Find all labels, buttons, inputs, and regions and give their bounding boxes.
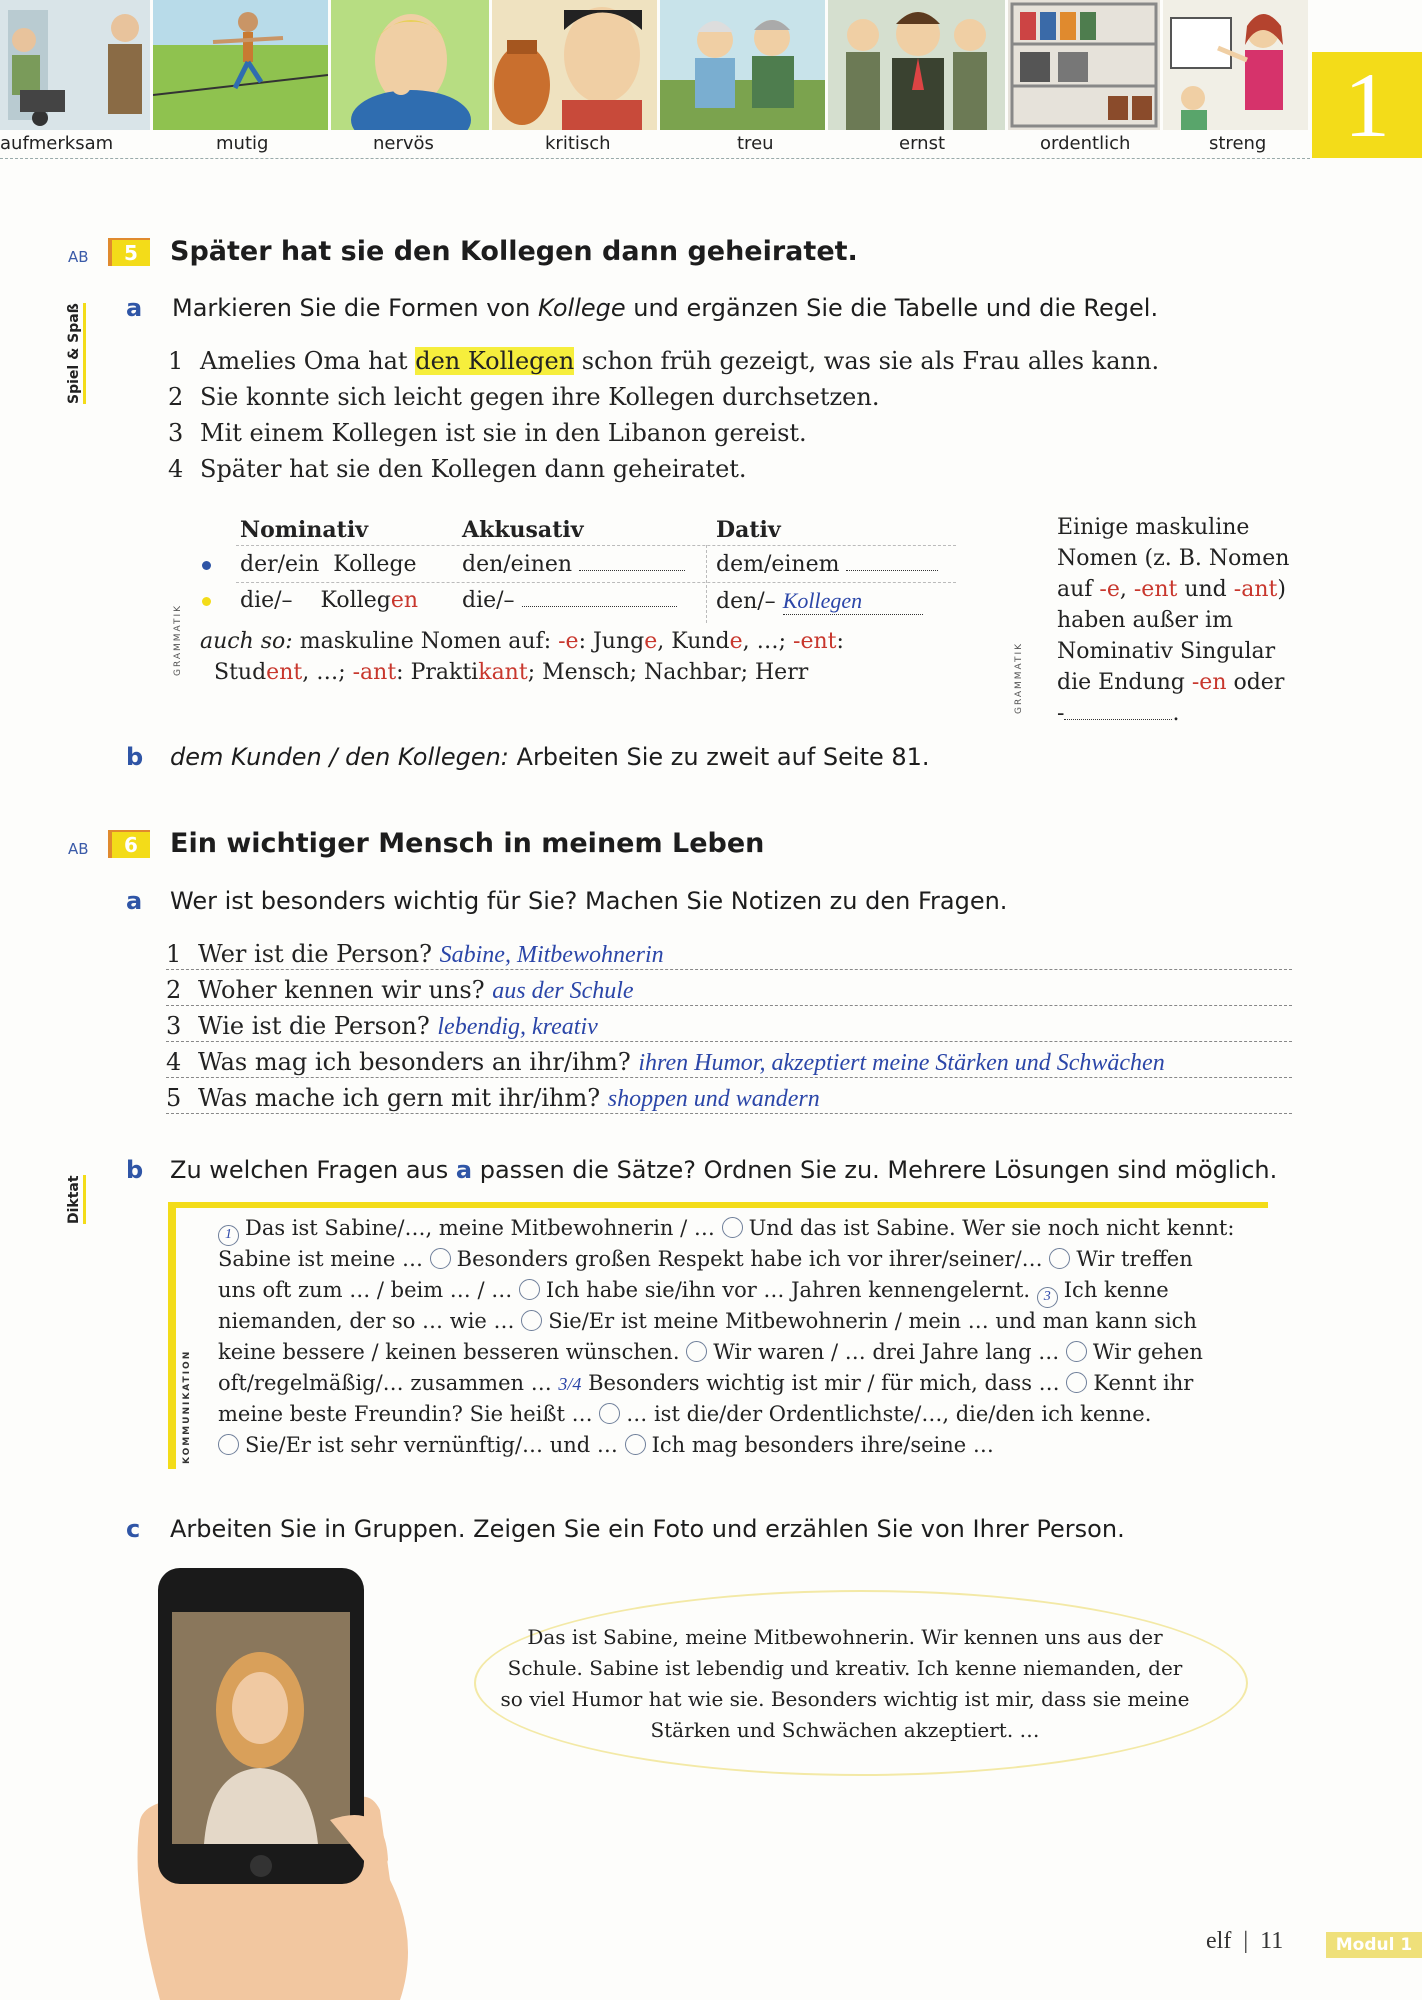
- chapter-number-tab: 1: [1312, 52, 1422, 158]
- page-word: elf: [1206, 1928, 1232, 1954]
- communication-line: [218, 1371, 1193, 1395]
- illustration-ordentlich: [1008, 0, 1160, 130]
- communication-line: [218, 1340, 1203, 1364]
- phrase-text: Ich kenne: [1063, 1278, 1169, 1302]
- note-row: 1 Wer ist die Person? Sabine, Mitbewohnerin: [166, 940, 1292, 970]
- subtask-letter: a: [126, 887, 143, 915]
- adjective-label: aufmerksam: [0, 133, 114, 154]
- strip-divider: [0, 158, 1310, 159]
- table-cell-akkusativ: den/einen: [462, 552, 685, 577]
- illustration-streng: [1163, 0, 1308, 130]
- grammar-rule: Einige maskuline Nomen (z. B. Nomen auf -e, -ent und -ant) haben außer im Nominativ Singular die Endung -en oder - .: [1057, 515, 1290, 726]
- page-number: 11: [1260, 1928, 1284, 1954]
- answer-circle[interactable]: [722, 1217, 743, 1238]
- exercise-title: Ein wichtiger Mensch in meinem Leben: [170, 828, 765, 859]
- side-tag-spiel-spass: Spiel & Spaß: [66, 303, 86, 404]
- illustration-mutig: [153, 0, 328, 130]
- adjective-label: nervös: [373, 133, 434, 154]
- note-row: 4 Was mag ich besonders an ihr/ihm? ihren Humor, akzeptiert meine Stärken und Schwächen: [166, 1048, 1292, 1078]
- illustration-aufmerksam: [0, 0, 150, 130]
- phrase-text: Sabine ist meine …: [218, 1247, 430, 1271]
- adjective-label: mutig: [216, 133, 269, 154]
- adjective-label: ernst: [899, 133, 946, 154]
- communication-line: [218, 1433, 994, 1457]
- modul-tag: Modul 1: [1326, 1932, 1422, 1958]
- phrase-text: uns oft zum … / beim … / …: [218, 1278, 519, 1302]
- sentence-line: 4 Später hat sie den Kollegen dann geheiratet.: [168, 455, 747, 483]
- handwritten-answer[interactable]: Sabine, Mitbewohnerin: [439, 942, 664, 968]
- illustration-strip: [0, 0, 1310, 162]
- communication-line: [218, 1247, 1193, 1271]
- highlighted-form: den Kollegen: [415, 347, 575, 375]
- adjective-label: streng: [1209, 133, 1267, 154]
- subtask-letter: b: [126, 743, 144, 771]
- answer-circle[interactable]: [1066, 1372, 1087, 1393]
- answer-circle[interactable]: [599, 1403, 620, 1424]
- adjective-label: kritisch: [545, 133, 611, 154]
- subtask-instruction: Wer ist besonders wichtig für Sie? Machen Sie Notizen zu den Fragen.: [170, 887, 1008, 915]
- communication-box: [168, 1202, 1268, 1469]
- table-cell-nominativ: die/– Kollegen: [240, 588, 419, 613]
- sentence-line: 1 Amelies Oma hat den Kollegen schon früh gezeigt, was sie als Frau alles kann.: [168, 347, 1160, 375]
- phrase-text: … ist die/der Ordentlichste/…, die/den ich kenne.: [626, 1402, 1152, 1426]
- answer-circle[interactable]: [218, 1434, 239, 1455]
- table-cell-dativ: den/– Kollegen: [716, 588, 923, 615]
- fill-blank[interactable]: [522, 606, 677, 607]
- phone-in-hand-illustration: [120, 1560, 420, 2000]
- illustration-ernst: [828, 0, 1005, 130]
- table-cell-dativ: dem/einem: [716, 552, 938, 577]
- speech-bubble-text: Das ist Sabine, meine Mitbewohnerin. Wir kennen uns aus der Schule. Sabine ist lebendig und kreativ. Ich kenne niemanden, der so viel Humor hat wie sie. Besonders wichtig ist mir, dass sie meine Stärken und Schwächen akzeptiert. …: [500, 1625, 1190, 1742]
- phrase-text: Wir gehen: [1092, 1340, 1203, 1364]
- note-row: 2 Woher kennen wir uns? aus der Schule: [166, 976, 1292, 1006]
- subtask-letter: a: [126, 294, 143, 322]
- side-tag-diktat: Diktat: [66, 1175, 86, 1224]
- answer-circle[interactable]: 3: [1037, 1287, 1058, 1308]
- fill-blank[interactable]: [579, 570, 685, 571]
- ab-reference: AB: [68, 840, 89, 858]
- phrase-text: Das ist Sabine/…, meine Mitbewohnerin / …: [245, 1216, 722, 1240]
- exercise-number: 5: [108, 238, 150, 266]
- table-divider: [236, 582, 956, 583]
- answer-circle[interactable]: [430, 1248, 451, 1269]
- answer-circle[interactable]: [1049, 1248, 1070, 1269]
- exercise-number: 6: [108, 830, 150, 858]
- communication-label: KOMMUNIKATION: [182, 1349, 192, 1464]
- phrase-text: Sie/Er ist meine Mitbewohnerin / mein … und man kann sich: [548, 1309, 1197, 1333]
- subtask-letter: c: [126, 1515, 141, 1543]
- communication-line: [218, 1402, 1151, 1426]
- note-row: 5 Was mache ich gern mit ihr/ihm? shoppen und wandern: [166, 1084, 1292, 1114]
- communication-line: [218, 1216, 1234, 1246]
- illustration-kritisch: [492, 0, 657, 130]
- phrase-text: niemanden, der so … wie …: [218, 1309, 522, 1333]
- answer-circle[interactable]: [1066, 1341, 1087, 1362]
- phrase-text: oft/regelmäßig/… zusammen …: [218, 1371, 559, 1395]
- note-row: 3 Wie ist die Person? lebendig, kreativ: [166, 1012, 1292, 1042]
- communication-line: [218, 1278, 1169, 1308]
- exercise-title: Später hat sie den Kollegen dann geheiratet.: [170, 236, 858, 267]
- grammar-label: GRAMMATIK: [1014, 641, 1024, 714]
- handwritten-answer[interactable]: ihren Humor, akzeptiert meine Stärken und Schwächen: [638, 1050, 1165, 1076]
- grammar-label: GRAMMATIK: [173, 603, 183, 676]
- phrase-text: keine bessere / keinen besseren wünschen.: [218, 1340, 687, 1364]
- answer-circle[interactable]: [521, 1310, 542, 1331]
- masculine-marker: [202, 561, 211, 570]
- handwritten-answer[interactable]: shoppen und wandern: [607, 1086, 820, 1112]
- sentence-line: 2 Sie konnte sich leicht gegen ihre Kollegen durchsetzen.: [168, 383, 880, 411]
- ab-reference: AB: [68, 248, 89, 266]
- handwritten-answer[interactable]: 3/4: [558, 1374, 582, 1394]
- phrase-text: Ich mag besonders ihre/seine …: [651, 1433, 994, 1457]
- adjective-label: ordentlich: [1040, 133, 1131, 154]
- illustration-treu: [660, 0, 825, 130]
- phrase-text: Kennt ihr: [1093, 1371, 1194, 1395]
- auch-so-line-2: Student, …; -ant: Praktikant; Mensch; Nachbar; Herr: [214, 660, 809, 685]
- handwritten-answer[interactable]: lebendig, kreativ: [437, 1014, 598, 1040]
- subtask-instruction: Markieren Sie die Formen von Kollege und ergänzen Sie die Tabelle und die Regel.: [172, 294, 1159, 322]
- page-footer: elf | 11: [1206, 1928, 1284, 1954]
- handwritten-answer[interactable]: aus der Schule: [492, 978, 634, 1004]
- filled-answer[interactable]: Kollegen: [783, 588, 923, 615]
- subtask-instruction: Arbeiten Sie in Gruppen. Zeigen Sie ein Foto und erzählen Sie von Ihrer Person.: [170, 1515, 1125, 1543]
- plural-marker: [202, 597, 211, 606]
- phrase-text: Und das ist Sabine. Wer sie noch nicht kennt:: [748, 1216, 1235, 1240]
- phrase-text: Wir treffen: [1076, 1247, 1193, 1271]
- phrase-text: Wir waren / … drei Jahre lang …: [713, 1340, 1066, 1364]
- phrase-text: meine beste Freundin? Sie heißt …: [218, 1402, 600, 1426]
- table-cell-akkusativ: die/–: [462, 588, 677, 613]
- answer-circle[interactable]: 1: [218, 1225, 239, 1246]
- phrase-text: Ich habe sie/ihn vor … Jahren kennengelernt.: [545, 1278, 1037, 1302]
- fill-blank[interactable]: [846, 570, 938, 571]
- table-header: Dativ: [716, 517, 781, 543]
- auch-so-line-1: auch so: maskuline Nomen auf: -e: Junge, Kunde, …; -ent:: [200, 629, 844, 654]
- answer-circle[interactable]: [686, 1341, 707, 1362]
- table-header: Nominativ: [240, 517, 368, 543]
- subtask-instruction: dem Kunden / den Kollegen: Arbeiten Sie zu zweit auf Seite 81.: [170, 743, 930, 771]
- table-divider: [706, 545, 707, 623]
- table-header: Akkusativ: [462, 517, 584, 543]
- answer-circle[interactable]: [625, 1434, 646, 1455]
- illustration-nervoes: [331, 0, 489, 130]
- table-divider: [236, 545, 956, 546]
- subtask-letter: b: [126, 1156, 144, 1184]
- fill-blank[interactable]: [1064, 719, 1172, 720]
- sentence-line: 3 Mit einem Kollegen ist sie in den Libanon gereist.: [168, 419, 807, 447]
- phrase-text: Besonders großen Respekt habe ich vor ihrer/seiner/…: [456, 1247, 1050, 1271]
- subtask-instruction: Zu welchen Fragen aus a passen die Sätze? Ordnen Sie zu. Mehrere Lösungen sind möglich.: [170, 1156, 1278, 1184]
- phrase-text: Sie/Er ist sehr vernünftig/… und …: [245, 1433, 625, 1457]
- answer-circle[interactable]: [519, 1279, 540, 1300]
- table-cell-nominativ: der/ein Kollege: [240, 552, 417, 577]
- phrase-text: Besonders wichtig ist mir / für mich, dass …: [581, 1371, 1067, 1395]
- adjective-label: treu: [737, 133, 774, 154]
- communication-line: [218, 1309, 1197, 1333]
